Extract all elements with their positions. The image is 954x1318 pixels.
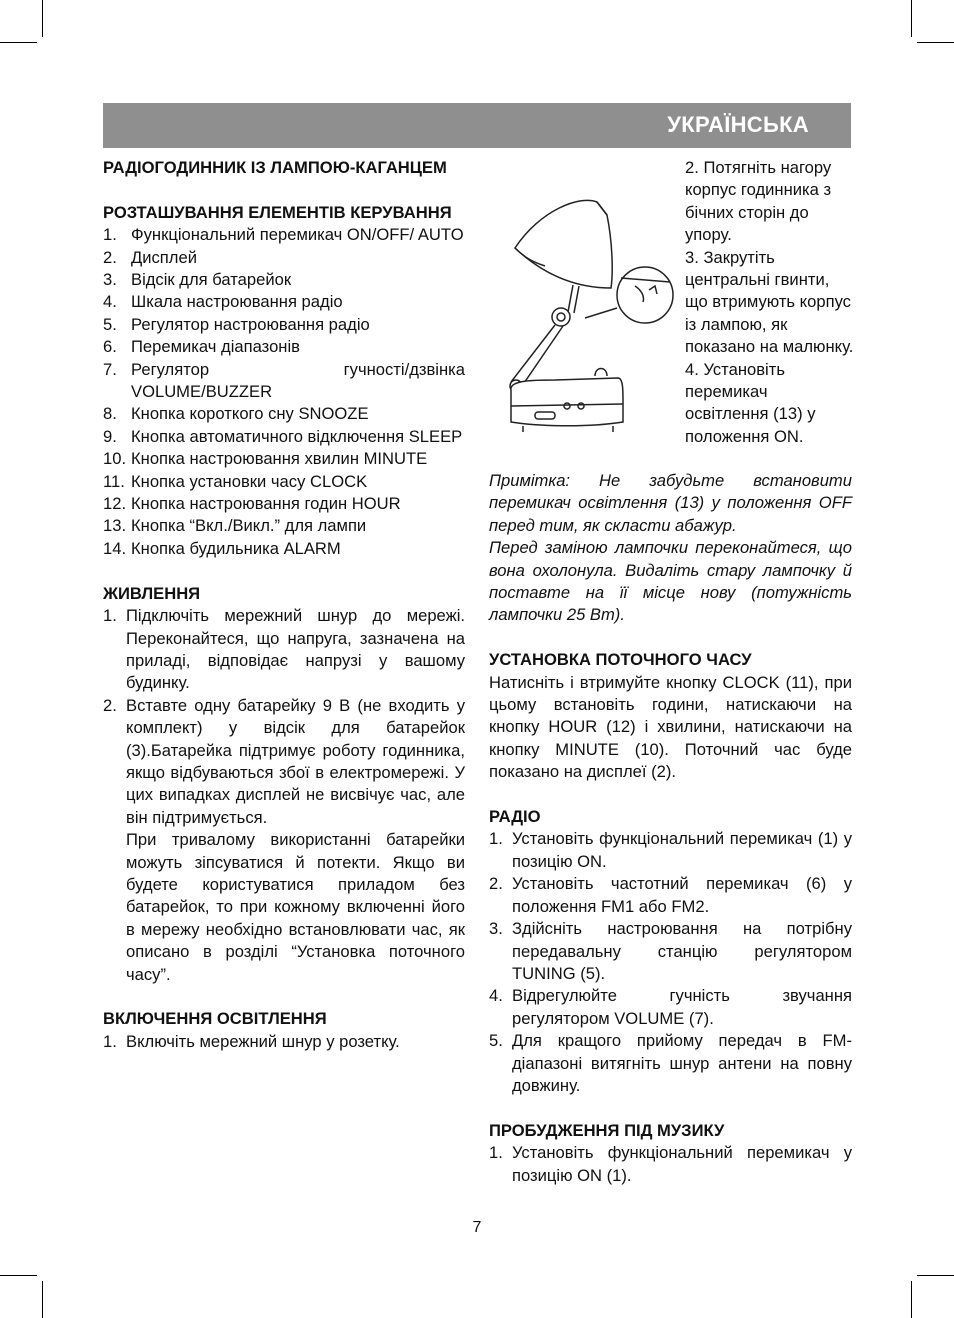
list-item: 4. Відрегулюйте гучність звучання регулятором VOLUME (7). — [489, 986, 852, 1028]
list-item: 1. Підключіть мережний шнур до мережі. Переконайтеся, що напруга, зазначена на приладі, відповідає напрузі у вашому будинку. — [103, 606, 465, 693]
assembly-steps — [685, 157, 855, 448]
crop-mark — [42, 1281, 43, 1318]
crop-mark — [0, 1275, 37, 1276]
language-label: УКРАЇНСЬКА — [667, 112, 809, 137]
language-header-bar — [103, 103, 851, 148]
lamp-clock-drawing — [495, 190, 675, 440]
crop-mark — [911, 1281, 912, 1318]
list-item: 2. Установіть частотний перемикач (6) у положення FM1 або FM2. — [489, 874, 852, 916]
right-column — [489, 470, 852, 1187]
step-text: 3. Закрутіть центральні гвинти, що втримують корпус із лампою, як показано на малюнку. — [685, 247, 854, 357]
light-list — [103, 1031, 465, 1053]
list-item: 12. Кнопка настроювання годин HOUR — [103, 494, 401, 514]
wake-list — [489, 1142, 852, 1187]
radio-list — [489, 828, 852, 1097]
list-item: 5. Для кращого прийому передач в FM-діапазоні витягніть шнур антени на повну довжину. — [489, 1031, 852, 1095]
list-item: 2. Вставте одну батарейку 9 В (не входить у комплект) у відсік для батарейок (3).Батарейка підтримує роботу годинника, якщо відбуваються збої в електромережі. У цих випадках дисплей не висвічує час, але він підтримується. — [103, 695, 465, 827]
list-item: 3. Відсік для батарейок — [103, 270, 292, 290]
crop-mark — [917, 1275, 954, 1276]
list-item: 9. Кнопка автоматичного відключення SLEEP — [103, 426, 463, 446]
crop-mark — [911, 0, 912, 37]
radio-heading: РАДІО — [489, 807, 541, 827]
list-item: 8. Кнопка короткого сну SNOOZE — [103, 404, 369, 424]
wake-heading: ПРОБУДЖЕННЯ ПІД МУЗИКУ — [489, 1120, 725, 1140]
power-list — [103, 605, 465, 829]
list-item: 7. Регулятор гучності/дзвінка VOLUME/BUZZER — [103, 359, 465, 402]
crop-mark — [0, 42, 37, 43]
controls-list — [103, 224, 465, 560]
list-item: 1. Включіть мережний шнур у розетку. — [103, 1031, 400, 1051]
list-item: 4. Шкала настроювання радіо — [103, 292, 343, 312]
power-heading: ЖИВЛЕННЯ — [103, 583, 201, 603]
document-title: РАДІОГОДИННИК ІЗ ЛАМПОЮ-КАГАНЦЕМ — [103, 158, 447, 177]
list-item: 11. Кнопка установки часу CLOCK — [103, 471, 368, 491]
list-item: 13. Кнопка “Вкл./Викл.” для лампи — [103, 516, 367, 536]
clock-text: Натисніть і втримуйте кнопку CLOCK (11), при цьому встановіть години, натискаючи на кнопку HOUR (12) і хвилини, натискаючи на кнопку MINUTE (10). Поточний час буде показано на дисплеї (2). — [489, 672, 852, 782]
crop-mark — [917, 42, 954, 43]
list-item: 10. Кнопка настроювання хвилин MINUTE — [103, 449, 428, 469]
list-item: 5. Регулятор настроювання радіо — [103, 314, 370, 334]
light-heading: ВКЛЮЧЕННЯ ОСВІТЛЕННЯ — [103, 1009, 327, 1029]
left-column — [103, 157, 465, 1053]
note-bulb-replace: Перед заміною лампочки переконайтеся, що вона охолонула. Видаліть стару лампочку й поставте на її місце нову (потужність лампочки 25 Вт). — [489, 538, 852, 625]
step-text: 2. Потягніть нагору корпус годинника з бічних сторін до упору. — [685, 158, 832, 245]
list-item: 2. Дисплей — [103, 247, 197, 267]
list-item: 1. Установіть функціональний перемикач у позицію ON (1). — [489, 1143, 852, 1185]
list-item: 1. Функціональний перемикач ON/OFF/ AUTO — [103, 225, 464, 245]
lamp-clock-illustration — [495, 190, 675, 440]
controls-heading: РОЗТАШУВАННЯ ЕЛЕМЕНТІВ КЕРУВАННЯ — [103, 202, 452, 222]
crop-mark — [42, 0, 43, 37]
list-item: 3. Здійсніть настроювання на потрібну передавальну станцію регулятором TUNING (5). — [489, 919, 852, 983]
note-fold-shade: Примітка: Не забудьте встановити перемикач освітлення (13) у положення OFF перед тим, як скласти абажур. — [489, 471, 852, 535]
clock-heading: УСТАНОВКА ПОТОЧНОГО ЧАСУ — [489, 650, 752, 670]
page-number: 7 — [472, 1219, 482, 1236]
list-item: 14. Кнопка будильника ALARM — [103, 538, 341, 558]
power-note: При тривалому використанні батарейки можуть зіпсуватися й потекти. Якщо ви будете користуватися приладом без батарейок, то при кожному включенні його в мережу необхідно встановлювати час, як описано в розділі “Установка поточного часу”. — [126, 830, 465, 984]
list-item: 6. Перемикач діапазонів — [103, 337, 300, 357]
list-item: 1. Установіть функціональний перемикач (1) у позицію ON. — [489, 829, 852, 871]
step-text: 4. Установіть перемикач освітлення (13) у положення ON. — [685, 359, 816, 446]
